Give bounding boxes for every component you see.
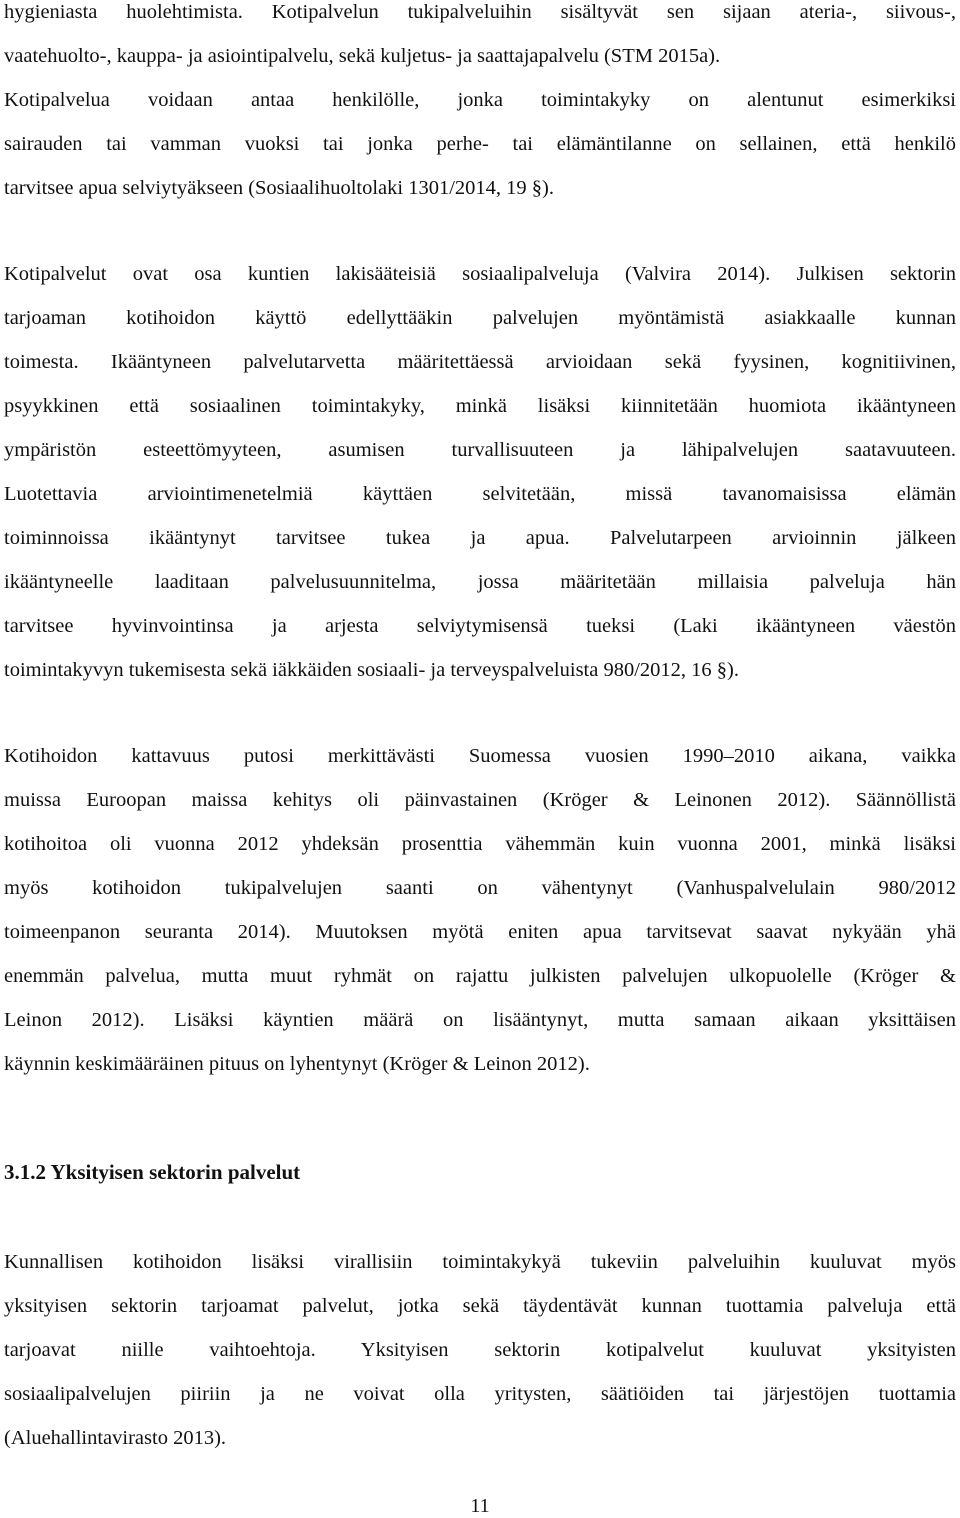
text-line: tarjoavat niille vaihtoehtoja. Yksityisen sektorin kotipalvelut kuuluvat yksityisten xyxy=(4,1339,956,1361)
text-line: kotihoitoa oli vuonna 2012 yhdeksän prosenttia vähemmän kuin vuonna 2001, minkä lisäksi xyxy=(4,833,956,855)
text-line: psyykkinen että sosiaalinen toimintakyky, minkä lisäksi kiinnitetään huomiota ikääntyneen xyxy=(4,395,956,417)
section-heading: 3.1.2 Yksityisen sektorin palvelut xyxy=(4,1160,301,1184)
text-line: ympäristön esteettömyyteen, asumisen turvallisuuteen ja lähipalvelujen saatavuuteen. xyxy=(4,439,956,461)
text-line: sairauden tai vamman vuoksi tai jonka perhe- tai elämäntilanne on sellainen, että henkilö xyxy=(4,133,956,155)
text-line: myös kotihoidon tukipalvelujen saanti on vähentynyt (Vanhuspalvelulain 980/2012 xyxy=(4,877,956,899)
text-line: enemmän palvelua, mutta muut ryhmät on rajattu julkisten palvelujen ulkopuolelle (Kröger & xyxy=(4,965,956,987)
text-line: sosiaalipalvelujen piiriin ja ne voivat olla yritysten, säätiöiden tai järjestöjen tuottamia xyxy=(4,1383,956,1405)
text-line: toimesta. Ikääntyneen palvelutarvetta määritettäessä arvioidaan sekä fyysinen, kognitiivinen, xyxy=(4,351,956,373)
text-line: Luotettavia arviointimenetelmiä käyttäen selvitetään, missä tavanomaisissa elämän xyxy=(4,483,956,505)
text-line: ikääntyneelle laaditaan palvelusuunnitelma, jossa määritetään millaisia palveluja hän xyxy=(4,571,956,593)
text-line: Kunnallisen kotihoidon lisäksi virallisiin toimintakykyä tukeviin palveluihin kuuluvat myös xyxy=(4,1251,956,1273)
text-line: (Aluehallintavirasto 2013). xyxy=(4,1427,227,1449)
text-line: vaatehuolto-, kauppa- ja asiointipalvelu, sekä kuljetus- ja saattajapalvelu (STM 2015a). xyxy=(4,45,721,67)
text-line: toiminnoissa ikääntynyt tarvitsee tukea ja apua. Palvelutarpeen arvioinnin jälkeen xyxy=(4,527,956,549)
text-line: yksityisen sektorin tarjoamat palvelut, jotka sekä täydentävät kunnan tuottamia palveluja että xyxy=(4,1295,956,1317)
text-line: Kotihoidon kattavuus putosi merkittävästi Suomessa vuosien 1990–2010 aikana, vaikka xyxy=(4,745,956,767)
text-line: tarvitsee hyvinvointinsa ja arjesta selviytymisensä tueksi (Laki ikääntyneen väestön xyxy=(4,615,956,637)
text-line: tarjoaman kotihoidon käyttö edellyttääkin palvelujen myöntämistä asiakkaalle kunnan xyxy=(4,307,956,329)
text-line: toimeenpanon seuranta 2014). Muutoksen myötä eniten apua tarvitsevat saavat nykyään yhä xyxy=(4,921,956,943)
text-line: Leinon 2012). Lisäksi käyntien määrä on lisääntynyt, mutta samaan aikaan yksittäisen xyxy=(4,1009,956,1031)
text-line: Kotipalvelut ovat osa kuntien lakisääteisiä sosiaalipalveluja (Valvira 2014). Julkisen sektorin xyxy=(4,263,956,285)
text-line: muissa Euroopan maissa kehitys oli päinvastainen (Kröger & Leinonen 2012). Säännöllistä xyxy=(4,789,956,811)
text-line: tarvitsee apua selviytyäkseen (Sosiaalihuoltolaki 1301/2014, 19 §). xyxy=(4,177,554,199)
text-line: Kotipalvelua voidaan antaa henkilölle, jonka toimintakyky on alentunut esimerkiksi xyxy=(4,89,956,111)
text-line: hygieniasta huolehtimista. Kotipalvelun tukipalveluihin sisältyvät sen sijaan ateria-, siivous-, xyxy=(4,1,956,23)
text-line: käynnin keskimääräinen pituus on lyhentynyt (Kröger & Leinon 2012). xyxy=(4,1053,590,1075)
page-number: 11 xyxy=(470,1495,490,1517)
text-line: toimintakyvyn tukemisesta sekä iäkkäiden sosiaali- ja terveyspalveluista 980/2012, 16 §). xyxy=(4,659,739,681)
